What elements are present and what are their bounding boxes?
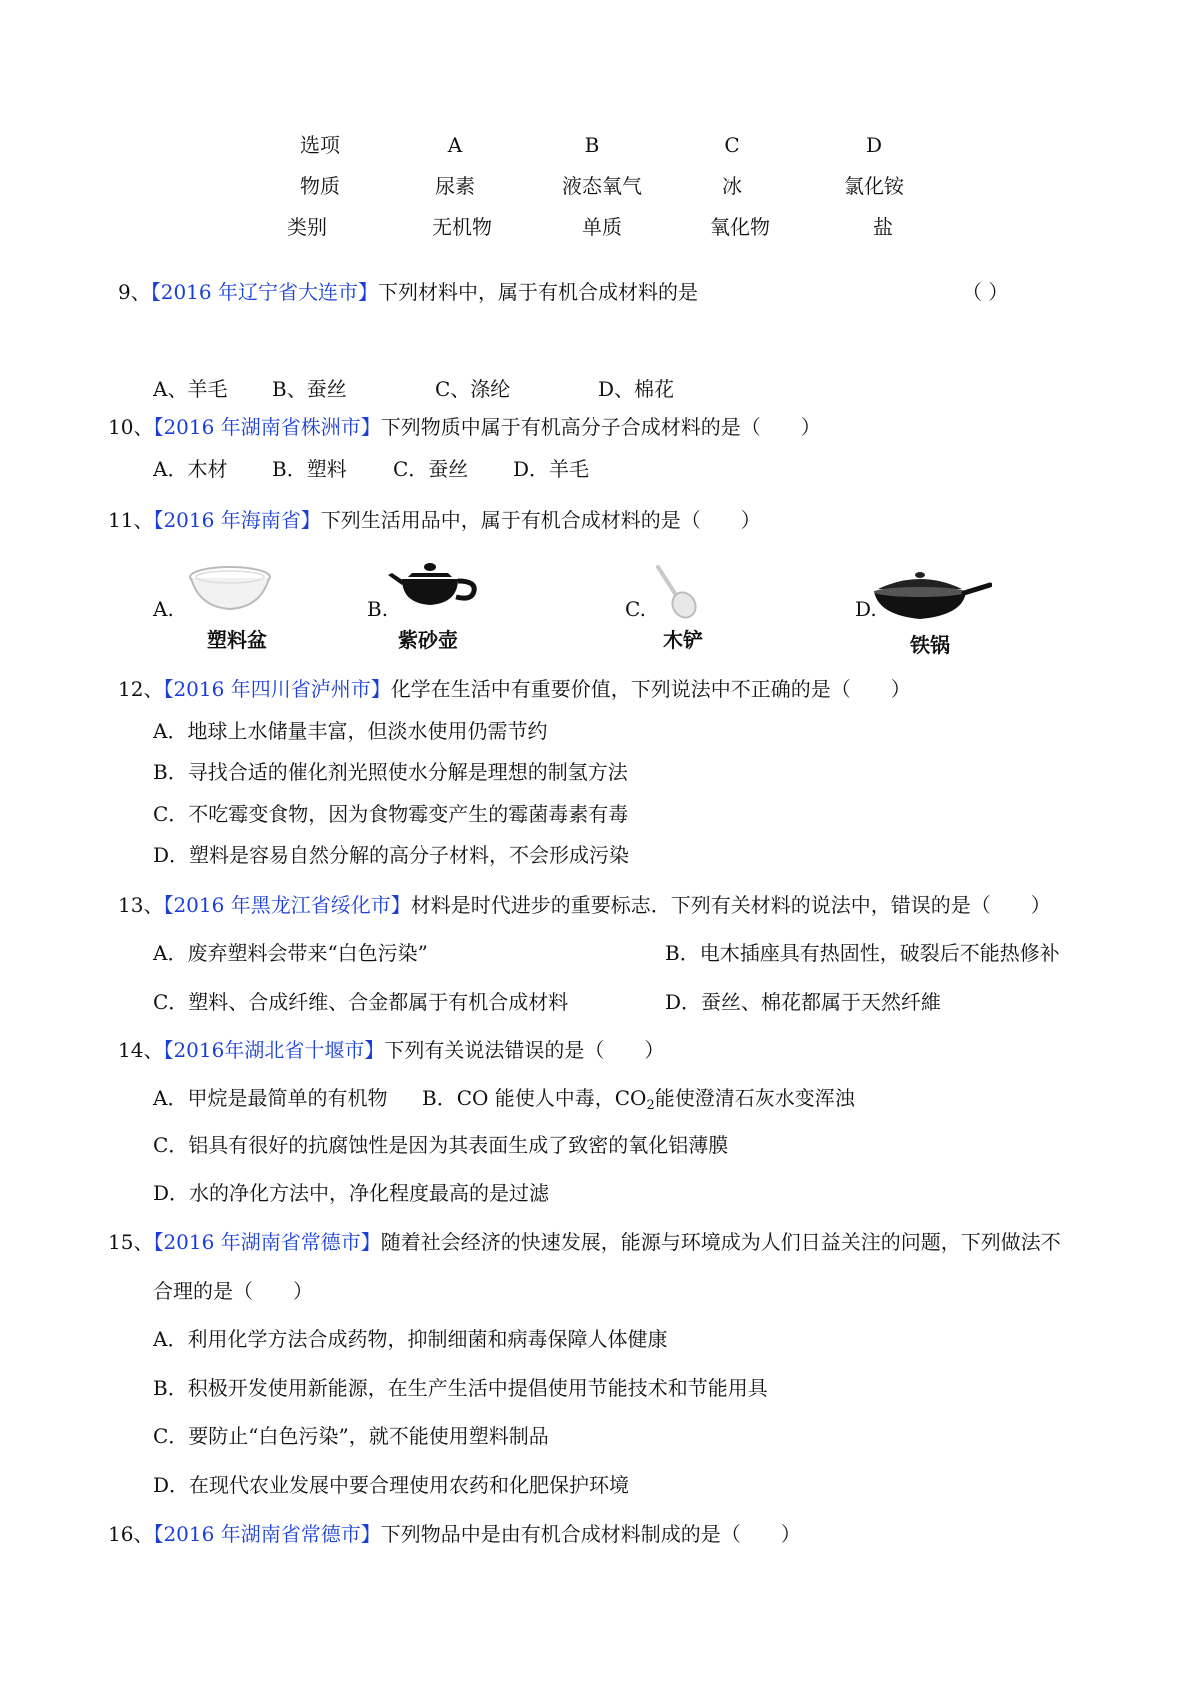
- question-text: 下列有关说法错误的是（ ）: [384, 1038, 665, 1062]
- option: A．地球上水储量丰富，但淡水使用仍需节约: [153, 719, 548, 743]
- plastic-basin-icon: [185, 563, 275, 613]
- option-letter: B.: [367, 597, 389, 621]
- table-header-cell: B: [584, 133, 600, 157]
- option: D．塑料是容易自然分解的高分子材料，不会形成污染: [153, 843, 630, 867]
- question-number: 14、: [118, 1038, 164, 1062]
- question-12-stem: [118, 675, 911, 703]
- option: B、蚕丝: [272, 377, 347, 401]
- iron-wok-icon: [872, 565, 992, 623]
- table-header-cell: A: [447, 133, 463, 157]
- option: A．木材: [153, 457, 228, 481]
- table-cell: 物质: [300, 174, 340, 198]
- option: B．积极开发使用新能源，在生产生活中提倡使用节能技术和节能用具: [153, 1376, 768, 1400]
- question-text: 随着社会经济的快速发展，能源与环境成为人们日益关注的问题，下列做法不: [380, 1230, 1061, 1254]
- table-header-cell: 选项: [300, 133, 340, 157]
- option: C、涤纶: [435, 377, 511, 401]
- question-source: 【2016 年黑龙江省绥化市】: [163, 893, 411, 917]
- question-9-stem: [118, 278, 698, 306]
- question-number: 10、: [108, 415, 154, 439]
- question-10-stem: [108, 413, 821, 441]
- table-cell: 冰: [722, 174, 742, 198]
- table-header-cell: D: [865, 133, 883, 157]
- question-number: 16、: [108, 1522, 154, 1546]
- table-cell: 盐: [873, 215, 893, 239]
- clay-teapot-icon: [388, 559, 478, 613]
- question-15-stem: [108, 1228, 1061, 1256]
- option: C．塑料、合成纤维、合金都属于有机合成材料: [153, 990, 569, 1014]
- option: A．利用化学方法合成药物，抑制细菌和病毒保障人体健康: [153, 1327, 668, 1351]
- option-letter: C.: [625, 597, 646, 621]
- option: D．在现代农业发展中要合理使用农药和化肥保护环境: [153, 1473, 630, 1497]
- option: D、棉花: [598, 377, 675, 401]
- question-number: 12、: [118, 677, 164, 701]
- option-text: 能使澄清石灰水变浑浊: [654, 1086, 855, 1110]
- question-source: 【2016 年湖南省株洲市】: [153, 415, 381, 439]
- option: B．电木插座具有热固性，破裂后不能热修补: [665, 941, 1060, 965]
- question-source: 【2016 年湖南省常德市】: [153, 1522, 381, 1546]
- option: A．甲烷是最简单的有机物: [153, 1086, 388, 1110]
- wooden-spatula-icon: [652, 563, 702, 619]
- option: D．水的净化方法中，净化程度最高的是过滤: [153, 1181, 550, 1205]
- option: A．废弃塑料会带来“白色污染”: [153, 941, 428, 965]
- question-number: 9、: [118, 280, 151, 304]
- image-caption: 紫砂壶: [398, 628, 458, 652]
- question-source: 【2016 年湖南省常德市】: [153, 1230, 381, 1254]
- option: A、羊毛: [153, 377, 228, 401]
- question-text: 下列生活用品中，属于有机合成材料的是（ ）: [320, 508, 761, 532]
- option: C．蚕丝: [393, 457, 469, 481]
- question-number: 13、: [118, 893, 164, 917]
- question-14-stem: [118, 1036, 664, 1064]
- question-text: 化学在生活中有重要价值，下列说法中不正确的是（ ）: [390, 677, 911, 701]
- image-caption: 塑料盆: [207, 628, 267, 652]
- option: C．铝具有很好的抗腐蚀性是因为其表面生成了致密的氧化铝薄膜: [153, 1133, 729, 1157]
- question-text: 下列物品中是由有机合成材料制成的是（ ）: [380, 1522, 801, 1546]
- table-cell: 氧化物: [710, 215, 770, 239]
- question-source: 【2016年湖北省十堰市】: [163, 1038, 385, 1062]
- image-caption: 铁锅: [910, 633, 950, 657]
- table-cell: 单质: [582, 215, 622, 239]
- option-letter: D.: [855, 597, 877, 621]
- question-text-continued: 合理的是（ ）: [153, 1279, 313, 1303]
- question-source: 【2016 年辽宁省大连市】: [150, 280, 378, 304]
- table-cell: 尿素: [435, 174, 475, 198]
- subscript: 2: [646, 1098, 655, 1113]
- option-letter: A.: [153, 597, 174, 621]
- question-number: 11、: [108, 508, 154, 532]
- question-11-stem: [108, 506, 761, 534]
- question-source: 【2016 年四川省泸州市】: [163, 677, 391, 701]
- option-text: B．CO 能使人中毒，CO: [422, 1086, 647, 1110]
- option: C．不吃霉变食物，因为食物霉变产生的霉菌毒素有毒: [153, 802, 629, 826]
- option: B．塑料: [272, 457, 347, 481]
- option: B．寻找合适的催化剂光照使水分解是理想的制氢方法: [153, 760, 628, 784]
- image-caption: 木铲: [663, 628, 703, 652]
- question-13-stem: [118, 891, 1051, 919]
- option: D．羊毛: [513, 457, 590, 481]
- table-cell: 类别: [287, 215, 327, 239]
- table-header-cell: C: [724, 133, 740, 157]
- option: [422, 1084, 855, 1120]
- question-text: 下列物质中属于有机高分子合成材料的是（ ）: [380, 415, 821, 439]
- question-number: 15、: [108, 1230, 154, 1254]
- question-16-stem: [108, 1520, 801, 1548]
- table-cell: 氯化铵: [844, 174, 904, 198]
- table-cell: 液态氧气: [562, 174, 642, 198]
- question-text: 材料是时代进步的重要标志．下列有关材料的说法中，错误的是（ ）: [410, 893, 1051, 917]
- option: C．要防止“白色污染”，就不能使用塑料制品: [153, 1424, 549, 1448]
- answer-blank: （ ）: [962, 280, 1009, 304]
- question-text: 下列材料中，属于有机合成材料的是: [378, 280, 698, 304]
- question-source: 【2016 年海南省】: [153, 508, 321, 532]
- table-cell: 无机物: [432, 215, 492, 239]
- option: D．蚕丝、棉花都属于天然纤維: [665, 990, 942, 1014]
